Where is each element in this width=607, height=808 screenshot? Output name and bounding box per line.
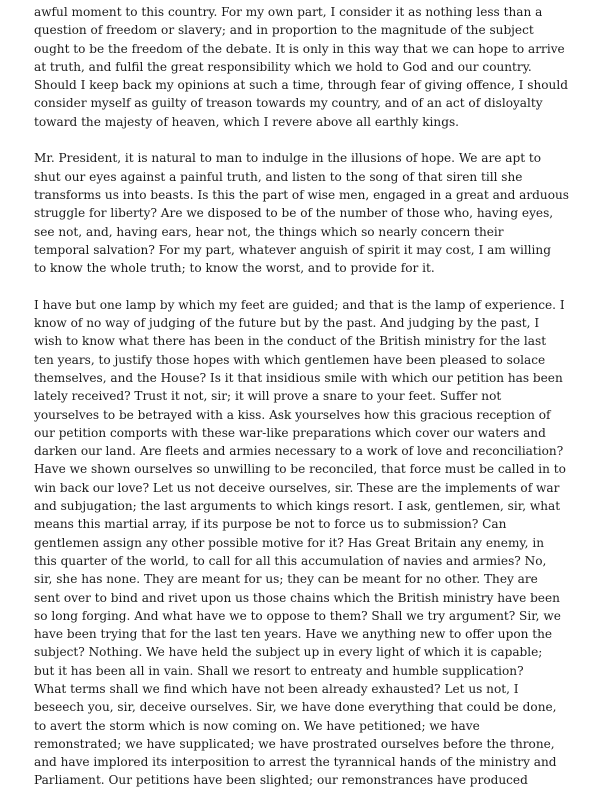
text-line: to know the whole truth; to know the worst, and to provide for it. [34, 261, 435, 276]
text-line: sir, she has none. They are meant for us; they can be meant for no other. They are [34, 572, 538, 587]
text-line: this quarter of the world, to call for all this accumulation of navies and armies? No, [34, 553, 547, 568]
text-line: consider myself as guilty of treason towards my country, and of an act of disloyalty [34, 96, 543, 111]
text-line: Parliament. Our petitions have been slighted; our remonstrances have produced [34, 773, 528, 788]
text-line: and have implored its interposition to arrest the tyrannical hands of the ministry and [34, 755, 557, 770]
text-line: gentlemen assign any other possible motive for it? Has Great Britain any enemy, in [34, 535, 544, 550]
text-line: ten years, to justify those hopes with which gentlemen have been pleased to solace [34, 352, 546, 367]
text-line: know of no way of judging of the future but by the past. And judging by the past, I [34, 316, 540, 331]
text-line: Have we shown ourselves so unwilling to be reconciled, that force must be called in to [34, 462, 566, 477]
text-line: ought to be the freedom of the debate. It is only in this way that we can hope to arrive [34, 41, 565, 56]
text-line: What terms shall we find which have not been already exhausted? Let us not, I [34, 681, 519, 696]
text-line: at truth, and fulfil the great responsibility which we hold to God and our country. [34, 59, 532, 74]
text-line: so long forging. And what have we to oppose to them? Shall we try argument? Sir, we [34, 608, 561, 623]
paragraph-2 [34, 149, 579, 277]
text-line: win back our love? Let us not deceive ourselves, sir. These are the implements of war [34, 480, 560, 495]
text-line: yourselves to be betrayed with a kiss. Ask yourselves how this gracious reception of [34, 407, 551, 422]
text-line: darken our land. Are fleets and armies necessary to a work of love and reconciliation? [34, 444, 564, 459]
paragraph-3 [34, 296, 579, 790]
text-line: toward the majesty of heaven, which I revere above all earthly kings. [34, 114, 459, 129]
text-line: lately received? Trust it not, sir; it will prove a snare to your feet. Suffer not [34, 389, 502, 404]
text-line: themselves, and the House? Is it that insidious smile with which our petition has been [34, 370, 563, 385]
text-line: awful moment to this country. For my own part, I consider it as nothing less than a [34, 5, 543, 19]
text-line: Mr. President, it is natural to man to indulge in the illusions of hope. We are apt to [34, 151, 542, 166]
text-line: I have but one lamp by which my feet are guided; and that is the lamp of experience. I [34, 297, 565, 312]
text-line: sent over to bind and rivet upon us those chains which the British ministry have been [34, 590, 560, 605]
text-line: subject? Nothing. We have held the subject up in every light of which it is capable; [34, 645, 543, 660]
paragraph-1 [34, 3, 579, 131]
text-line: but it has been all in vain. Shall we resort to entreaty and humble supplication? [34, 663, 524, 678]
text-line: our petition comports with these war-like preparations which cover our waters and [34, 425, 546, 440]
text-line: Should I keep back my opinions at such a time, through fear of giving offence, I should [34, 78, 568, 93]
document-body [34, 3, 579, 808]
text-line: shut our eyes against a painful truth, and listen to the song of that siren till she [34, 169, 523, 184]
text-line: means this martial array, if its purpose be not to force us to submission? Can [34, 517, 507, 532]
text-line: struggle for liberty? Are we disposed to be of the number of those who, having eyes, [34, 206, 554, 221]
text-line: wish to know what there has been in the conduct of the British ministry for the last [34, 334, 547, 349]
text-line: and subjugation; the last arguments to which kings resort. I ask, gentlemen, sir, what [34, 499, 561, 514]
text-line: to avert the storm which is now coming on. We have petitioned; we have [34, 718, 480, 733]
text-line: remonstrated; we have supplicated; we have prostrated ourselves before the throne, [34, 736, 555, 751]
text-line: see not, and, having ears, hear not, the things which so nearly concern their [34, 224, 504, 239]
text-line: transforms us into beasts. Is this the part of wise men, engaged in a great and arduous [34, 187, 569, 202]
text-line: have been trying that for the last ten years. Have we anything new to offer upon the [34, 627, 553, 642]
text-line: beseech you, sir, deceive ourselves. Sir, we have done everything that could be done, [34, 700, 557, 715]
text-line: question of freedom or slavery; and in proportion to the magnitude of the subject [34, 23, 534, 38]
text-line: temporal salvation? For my part, whatever anguish of spirit it may cost, I am willing [34, 242, 551, 257]
